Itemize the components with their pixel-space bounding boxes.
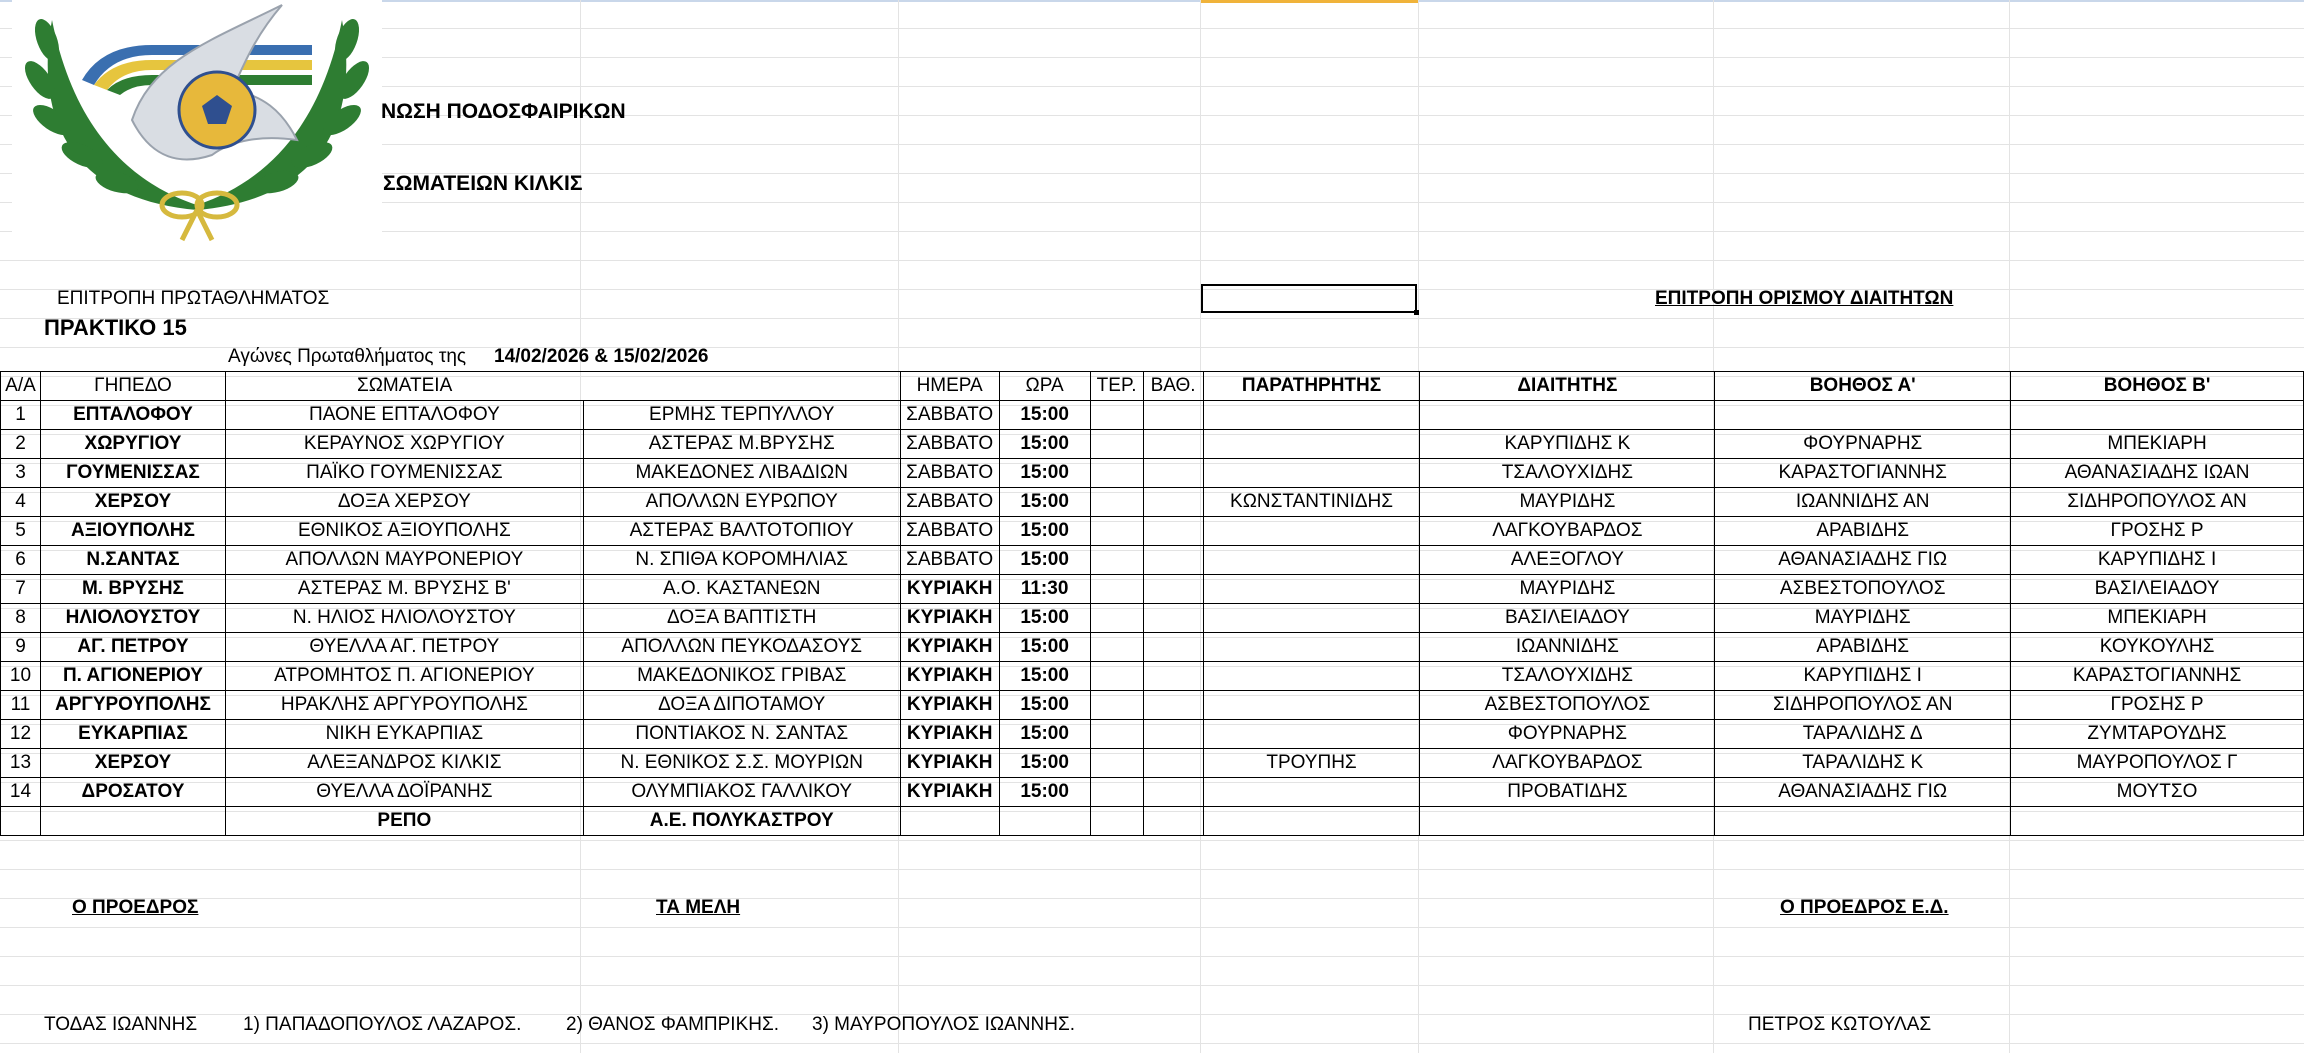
table-row bbox=[1, 459, 2304, 488]
table-cell[interactable] bbox=[40, 807, 225, 836]
table-cell[interactable]: ΚΥΡΙΑΚΗ bbox=[900, 604, 999, 633]
table-cell[interactable]: ΑΡΓΥΡΟΥΠΟΛΗΣ bbox=[40, 691, 225, 720]
table-cell[interactable]: 15:00 bbox=[999, 749, 1090, 778]
table-cell[interactable]: ΜΑΥΡΙΔΗΣ bbox=[1420, 575, 1715, 604]
table-cell[interactable]: ΑΣΒΕΣΤΟΠΟΥΛΟΣ bbox=[1715, 575, 2011, 604]
table-cell[interactable] bbox=[1143, 488, 1203, 517]
table-cell[interactable]: 12 bbox=[1, 720, 41, 749]
table-cell[interactable]: ΤΣΑΛΟΥΧΙΔΗΣ bbox=[1420, 459, 1715, 488]
table-cell[interactable]: Μ. ΒΡΥΣΗΣ bbox=[40, 575, 225, 604]
table-cell[interactable] bbox=[1090, 517, 1143, 546]
table-cell[interactable]: ΑΛΕΞΑΝΔΡΟΣ ΚΙΛΚΙΣ bbox=[225, 749, 583, 778]
table-cell[interactable]: ΘΥΕΛΛΑ ΑΓ. ΠΕΤΡΟΥ bbox=[225, 633, 583, 662]
table-cell[interactable]: ΣΑΒΒΑΤΟ bbox=[900, 546, 999, 575]
table-cell[interactable]: Ν. ΕΘΝΙΚΟΣ Σ.Σ. ΜΟΥΡΙΩΝ bbox=[583, 749, 900, 778]
selected-cell[interactable] bbox=[1201, 284, 1417, 313]
table-cell[interactable]: ΚΥΡΙΑΚΗ bbox=[900, 575, 999, 604]
table-cell[interactable]: 6 bbox=[1, 546, 41, 575]
table-cell[interactable]: ΑΣΒΕΣΤΟΠΟΥΛΟΣ bbox=[1420, 691, 1715, 720]
table-cell[interactable] bbox=[2011, 401, 2304, 430]
table-cell[interactable]: ΣΙΔΗΡΟΠΟΥΛΟΣ ΑΝ bbox=[2011, 488, 2304, 517]
repo-label[interactable]: ΡΕΠΟ bbox=[225, 807, 583, 836]
column-header[interactable]: ΔΙΑΙΤΗΤΗΣ bbox=[1420, 372, 1715, 401]
table-cell[interactable] bbox=[1090, 488, 1143, 517]
table-cell[interactable]: ΓΡΟΣΗΣ Ρ bbox=[2011, 691, 2304, 720]
table-cell[interactable]: ΚΥΡΙΑΚΗ bbox=[900, 691, 999, 720]
table-cell[interactable]: ΦΟΥΡΝΑΡΗΣ bbox=[1420, 720, 1715, 749]
table-cell[interactable] bbox=[1143, 749, 1203, 778]
table-cell[interactable]: ΚΥΡΙΑΚΗ bbox=[900, 662, 999, 691]
member-1: 1) ΠΑΠΑΔΟΠΟΥΛΟΣ ΛΑΖΑΡΟΣ. bbox=[243, 1014, 522, 1035]
table-row bbox=[1, 575, 2304, 604]
table-row bbox=[1, 488, 2304, 517]
table-cell[interactable]: ΣΑΒΒΑΤΟ bbox=[900, 430, 999, 459]
table-cell[interactable] bbox=[1090, 633, 1143, 662]
table-cell[interactable]: 15:00 bbox=[999, 430, 1090, 459]
table-cell[interactable]: ΤΡΟΥΠΗΣ bbox=[1203, 749, 1420, 778]
table-cell[interactable]: ΗΛΙΟΛΟΥΣΤΟΥ bbox=[40, 604, 225, 633]
table-cell[interactable] bbox=[1143, 807, 1203, 836]
table-row bbox=[1, 430, 2304, 459]
table-cell[interactable] bbox=[1, 807, 41, 836]
column-header[interactable]: ΓΗΠΕΔΟ bbox=[40, 372, 225, 401]
table-cell[interactable]: 11:30 bbox=[999, 575, 1090, 604]
table-cell[interactable]: ΑΡΑΒΙΔΗΣ bbox=[1715, 633, 2011, 662]
table-row bbox=[1, 691, 2304, 720]
table-cell[interactable]: ΕΘΝΙΚΟΣ ΑΞΙΟΥΠΟΛΗΣ bbox=[225, 517, 583, 546]
table-row bbox=[1, 778, 2304, 807]
table-cell[interactable]: ΜΑΥΡΙΔΗΣ bbox=[1420, 488, 1715, 517]
table-cell[interactable]: 11 bbox=[1, 691, 41, 720]
table-cell[interactable]: ΑΠΟΛΛΩΝ ΕΥΡΩΠΟΥ bbox=[583, 488, 900, 517]
table-cell[interactable]: ΖΥΜΤΑΡΟΥΔΗΣ bbox=[2011, 720, 2304, 749]
table-cell[interactable] bbox=[1715, 807, 2011, 836]
table-cell[interactable] bbox=[1420, 401, 1715, 430]
table-cell[interactable]: Ν. ΣΠΙΘΑ ΚΟΡΟΜΗΛΙΑΣ bbox=[583, 546, 900, 575]
table-cell[interactable]: ΣΑΒΒΑΤΟ bbox=[900, 517, 999, 546]
table-cell[interactable]: 10 bbox=[1, 662, 41, 691]
table-cell[interactable] bbox=[1090, 604, 1143, 633]
column-header[interactable]: ΣΩΜΑΤΕΙΑ bbox=[225, 372, 583, 401]
table-cell[interactable]: ΚΑΡΑΣΤΟΓΙΑΝΝΗΣ bbox=[2011, 662, 2304, 691]
table-cell[interactable] bbox=[1090, 720, 1143, 749]
table-cell[interactable] bbox=[1090, 807, 1143, 836]
table-cell[interactable]: ΣΑΒΒΑΤΟ bbox=[900, 459, 999, 488]
table-cell[interactable]: ΠΑΪΚΟ ΓΟΥΜΕΝΙΣΣΑΣ bbox=[225, 459, 583, 488]
championship-committee-label: ΕΠΙΤΡΟΠΗ ΠΡΩΤΑΘΛΗΜΑΤΟΣ bbox=[57, 288, 330, 309]
table-cell[interactable]: ΙΩΑΝΝΙΔΗΣ bbox=[1420, 633, 1715, 662]
table-cell[interactable]: ΜΠΕΚΙΑΡΗ bbox=[2011, 604, 2304, 633]
table-cell[interactable]: ΔΟΞΑ ΔΙΠΟΤΑΜΟΥ bbox=[583, 691, 900, 720]
table-cell[interactable]: ΒΑΣΙΛΕΙΑΔΟΥ bbox=[2011, 575, 2304, 604]
member-3: 3) ΜΑΥΡΟΠΟΥΛΟΣ ΙΩΑΝΝΗΣ. bbox=[812, 1014, 1075, 1035]
repo-row bbox=[1, 807, 2304, 836]
table-cell[interactable]: 5 bbox=[1, 517, 41, 546]
table-cell[interactable]: ΑΠΟΛΛΩΝ ΜΑΥΡΟΝΕΡΙΟΥ bbox=[225, 546, 583, 575]
table-cell[interactable]: ΚΕΡΑΥΝΟΣ ΧΩΡΥΓΙΟΥ bbox=[225, 430, 583, 459]
table-cell[interactable] bbox=[1090, 778, 1143, 807]
table-cell[interactable] bbox=[1143, 662, 1203, 691]
table-cell[interactable]: 15:00 bbox=[999, 459, 1090, 488]
matches-prefix: Αγώνες Πρωταθλήματος της bbox=[228, 346, 467, 367]
table-cell[interactable]: ΜΑΚΕΔΟΝΙΚΟΣ ΓΡΙΒΑΣ bbox=[583, 662, 900, 691]
table-cell[interactable]: ΑΠΟΛΛΩΝ ΠΕΥΚΟΔΑΣΟΥΣ bbox=[583, 633, 900, 662]
table-cell[interactable] bbox=[1143, 604, 1203, 633]
table-cell[interactable]: ΚΥΡΙΑΚΗ bbox=[900, 778, 999, 807]
table-cell[interactable] bbox=[1143, 430, 1203, 459]
table-cell[interactable]: ΑΘΑΝΑΣΙΑΔΗΣ ΙΩΑΝ bbox=[2011, 459, 2304, 488]
column-header[interactable]: ΒΟΗΘΟΣ Β' bbox=[2011, 372, 2304, 401]
table-cell[interactable] bbox=[1203, 575, 1420, 604]
table-cell[interactable]: ΑΛΕΞΟΓΛΟΥ bbox=[1420, 546, 1715, 575]
table-cell[interactable] bbox=[1203, 778, 1420, 807]
members-title: ΤΑ ΜΕΛΗ bbox=[656, 897, 741, 918]
table-header-row bbox=[1, 372, 2304, 401]
ed-president-name: ΠΕΤΡΟΣ ΚΩΤΟΥΛΑΣ bbox=[1748, 1014, 1932, 1035]
table-cell[interactable]: 15:00 bbox=[999, 517, 1090, 546]
table-cell[interactable]: ΜΑΥΡΟΠΟΥΛΟΣ Γ bbox=[2011, 749, 2304, 778]
table-cell[interactable]: ΑΣΤΕΡΑΣ Μ. ΒΡΥΣΗΣ Β' bbox=[225, 575, 583, 604]
table-cell[interactable]: 15:00 bbox=[999, 604, 1090, 633]
table-cell[interactable] bbox=[1143, 546, 1203, 575]
table-cell[interactable]: 4 bbox=[1, 488, 41, 517]
table-cell[interactable]: ΘΥΕΛΛΑ ΔΟΪΡΑΝΗΣ bbox=[225, 778, 583, 807]
table-cell[interactable] bbox=[999, 807, 1090, 836]
table-cell[interactable]: 15:00 bbox=[999, 546, 1090, 575]
table-cell[interactable]: ΓΟΥΜΕΝΙΣΣΑΣ bbox=[40, 459, 225, 488]
table-cell[interactable] bbox=[1143, 720, 1203, 749]
table-cell[interactable]: Α.Ο. ΚΑΣΤΑΝΕΩΝ bbox=[583, 575, 900, 604]
table-cell[interactable]: 15:00 bbox=[999, 488, 1090, 517]
president-name: ΤΟΔΑΣ ΙΩΑΝΝΗΣ bbox=[44, 1014, 198, 1035]
table-cell[interactable]: 15:00 bbox=[999, 633, 1090, 662]
table-cell[interactable]: ΣΙΔΗΡΟΠΟΥΛΟΣ ΑΝ bbox=[1715, 691, 2011, 720]
table-cell[interactable]: ΠΑΟΝΕ ΕΠΤΑΛΟΦΟΥ bbox=[225, 401, 583, 430]
table-cell[interactable] bbox=[900, 807, 999, 836]
table-cell[interactable]: ΓΡΟΣΗΣ Ρ bbox=[2011, 517, 2304, 546]
table-row bbox=[1, 720, 2304, 749]
table-cell[interactable]: ΔΟΞΑ ΧΕΡΣΟΥ bbox=[225, 488, 583, 517]
table-cell[interactable]: 7 bbox=[1, 575, 41, 604]
table-cell[interactable]: ΒΑΣΙΛΕΙΑΔΟΥ bbox=[1420, 604, 1715, 633]
union-title-line1: ΝΩΣΗ ΠΟΔΟΣΦΑΙΡΙΚΩΝ bbox=[381, 100, 626, 123]
table-cell[interactable]: ΧΕΡΣΟΥ bbox=[40, 488, 225, 517]
table-cell[interactable] bbox=[1090, 662, 1143, 691]
table-cell[interactable] bbox=[1143, 517, 1203, 546]
table-cell[interactable] bbox=[1090, 691, 1143, 720]
president-title: Ο ΠΡΟΕΔΡΟΣ bbox=[72, 897, 199, 918]
table-cell[interactable]: ΑΡΑΒΙΔΗΣ bbox=[1715, 517, 2011, 546]
union-title-line2: ΣΩΜΑΤΕΙΩΝ ΚΙΛΚΙΣ bbox=[383, 172, 583, 195]
table-cell[interactable]: ΤΣΑΛΟΥΧΙΔΗΣ bbox=[1420, 662, 1715, 691]
selected-column-indicator bbox=[1201, 0, 1419, 3]
table-cell[interactable] bbox=[1203, 807, 1420, 836]
ed-president-title: Ο ΠΡΟΕΔΡΟΣ Ε.Δ. bbox=[1780, 897, 1949, 918]
table-cell[interactable] bbox=[1090, 749, 1143, 778]
table-cell[interactable]: ΤΑΡΑΛΙΔΗΣ Δ bbox=[1715, 720, 2011, 749]
table-cell[interactable]: ΚΥΡΙΑΚΗ bbox=[900, 633, 999, 662]
table-row bbox=[1, 662, 2304, 691]
table-cell[interactable]: ΑΘΑΝΑΣΙΑΔΗΣ ΓΙΩ bbox=[1715, 546, 2011, 575]
table-cell[interactable]: 3 bbox=[1, 459, 41, 488]
table-cell[interactable] bbox=[1203, 517, 1420, 546]
table-cell[interactable]: ΜΑΚΕΔΟΝΕΣ ΛΙΒΑΔΙΩΝ bbox=[583, 459, 900, 488]
table-cell[interactable]: ΜΑΥΡΙΔΗΣ bbox=[1715, 604, 2011, 633]
table-cell[interactable] bbox=[1203, 691, 1420, 720]
table-cell[interactable]: ΛΑΓΚΟΥΒΑΡΔΟΣ bbox=[1420, 749, 1715, 778]
table-cell[interactable]: ΑΣΤΕΡΑΣ Μ.ΒΡΥΣΗΣ bbox=[583, 430, 900, 459]
table-cell[interactable]: ΟΛΥΜΠΙΑΚΟΣ ΓΑΛΛΙΚΟΥ bbox=[583, 778, 900, 807]
table-cell[interactable]: ΚΑΡΥΠΙΔΗΣ Ι bbox=[2011, 546, 2304, 575]
table-cell[interactable]: ΑΘΑΝΑΣΙΑΔΗΣ ΓΙΩ bbox=[1715, 778, 2011, 807]
table-cell[interactable] bbox=[1090, 401, 1143, 430]
table-row bbox=[1, 633, 2304, 662]
table-cell[interactable]: 15:00 bbox=[999, 778, 1090, 807]
table-cell[interactable] bbox=[1090, 575, 1143, 604]
table-cell[interactable] bbox=[1203, 720, 1420, 749]
table-cell[interactable] bbox=[2011, 807, 2304, 836]
table-cell[interactable]: 15:00 bbox=[999, 401, 1090, 430]
table-cell[interactable]: ΜΟΥΤΣΟ bbox=[2011, 778, 2304, 807]
table-cell[interactable] bbox=[1203, 604, 1420, 633]
table-cell[interactable] bbox=[1143, 691, 1203, 720]
table-cell[interactable] bbox=[1203, 633, 1420, 662]
table-cell[interactable]: ΗΡΑΚΛΗΣ ΑΡΓΥΡΟΥΠΟΛΗΣ bbox=[225, 691, 583, 720]
column-header[interactable]: ΒΟΗΘΟΣ Α' bbox=[1715, 372, 2011, 401]
table-cell[interactable]: ΠΡΟΒΑΤΙΔΗΣ bbox=[1420, 778, 1715, 807]
table-cell[interactable]: ΔΟΞΑ ΒΑΠΤΙΣΤΗ bbox=[583, 604, 900, 633]
table-cell[interactable]: ΦΟΥΡΝΑΡΗΣ bbox=[1715, 430, 2011, 459]
table-row bbox=[1, 749, 2304, 778]
table-cell[interactable]: ΤΑΡΑΛΙΔΗΣ Κ bbox=[1715, 749, 2011, 778]
fixtures-table-body bbox=[1, 372, 2304, 836]
table-cell[interactable] bbox=[1715, 401, 2011, 430]
table-cell[interactable]: 15:00 bbox=[999, 691, 1090, 720]
table-cell[interactable]: ΝΙΚΗ ΕΥΚΑΡΠΙΑΣ bbox=[225, 720, 583, 749]
table-cell[interactable] bbox=[1143, 778, 1203, 807]
column-header[interactable]: ΒΑΘ. bbox=[1143, 372, 1203, 401]
table-cell[interactable]: ΧΕΡΣΟΥ bbox=[40, 749, 225, 778]
column-header[interactable]: ΠΑΡΑΤΗΡΗΤΗΣ bbox=[1203, 372, 1420, 401]
table-cell[interactable] bbox=[1420, 807, 1715, 836]
column-header[interactable]: ΤΕΡ. bbox=[1090, 372, 1143, 401]
fixtures-table bbox=[0, 371, 2304, 836]
table-cell[interactable] bbox=[1143, 633, 1203, 662]
table-cell[interactable]: ΚΑΡΥΠΙΔΗΣ Ι bbox=[1715, 662, 2011, 691]
table-cell[interactable] bbox=[1143, 575, 1203, 604]
table-cell[interactable]: ΚΩΝΣΤΑΝΤΙΝΙΔΗΣ bbox=[1203, 488, 1420, 517]
table-cell[interactable] bbox=[1203, 662, 1420, 691]
table-row bbox=[1, 604, 2304, 633]
table-cell[interactable] bbox=[1203, 401, 1420, 430]
table-cell[interactable]: ΔΡΟΣΑΤΟΥ bbox=[40, 778, 225, 807]
referee-committee-label: ΕΠΙΤΡΟΠΗ ΟΡΙΣΜΟΥ ΔΙΑΙΤΗΤΩΝ bbox=[1655, 288, 1954, 309]
table-cell[interactable]: Ν.ΣΑΝΤΑΣ bbox=[40, 546, 225, 575]
table-cell[interactable]: ΠΟΝΤΙΑΚΟΣ Ν. ΣΑΝΤΑΣ bbox=[583, 720, 900, 749]
table-cell[interactable]: 14 bbox=[1, 778, 41, 807]
table-cell[interactable]: ΕΡΜΗΣ ΤΕΡΠΥΛΛΟΥ bbox=[583, 401, 900, 430]
table-cell[interactable] bbox=[1090, 430, 1143, 459]
table-cell[interactable]: ΧΩΡΥΓΙΟΥ bbox=[40, 430, 225, 459]
table-cell[interactable]: Π. ΑΓΙΟΝΕΡΙΟΥ bbox=[40, 662, 225, 691]
member-2: 2) ΘΑΝΟΣ ΦΑΜΠΡΙΚΗΣ. bbox=[566, 1014, 780, 1035]
table-cell[interactable] bbox=[1203, 459, 1420, 488]
table-cell[interactable]: 8 bbox=[1, 604, 41, 633]
table-cell[interactable]: ΑΤΡΟΜΗΤΟΣ Π. ΑΓΙΟΝΕΡΙΟΥ bbox=[225, 662, 583, 691]
table-cell[interactable]: ΚΟΥΚΟΥΛΗΣ bbox=[2011, 633, 2304, 662]
table-cell[interactable]: 13 bbox=[1, 749, 41, 778]
repo-team[interactable]: Α.Ε. ΠΟΛΥΚΑΣΤΡΟΥ bbox=[583, 807, 900, 836]
table-cell[interactable]: Ν. ΗΛΙΟΣ ΗΛΙΟΛΟΥΣΤΟΥ bbox=[225, 604, 583, 633]
table-cell[interactable] bbox=[1143, 459, 1203, 488]
table-cell[interactable]: ΛΑΓΚΟΥΒΑΡΔΟΣ bbox=[1420, 517, 1715, 546]
table-cell[interactable]: ΑΣΤΕΡΑΣ ΒΑΛΤΟΤΟΠΙΟΥ bbox=[583, 517, 900, 546]
table-cell[interactable] bbox=[1143, 401, 1203, 430]
table-cell[interactable]: 1 bbox=[1, 401, 41, 430]
table-cell[interactable]: ΣΑΒΒΑΤΟ bbox=[900, 401, 999, 430]
table-row bbox=[1, 546, 2304, 575]
union-logo bbox=[12, 0, 382, 245]
column-header[interactable]: Α/Α bbox=[1, 372, 41, 401]
table-cell[interactable] bbox=[1203, 546, 1420, 575]
table-cell[interactable] bbox=[1090, 546, 1143, 575]
record-number: ΠΡΑΚΤΙΚΟ 15 bbox=[44, 315, 187, 340]
table-cell[interactable] bbox=[1090, 459, 1143, 488]
column-header[interactable]: ΩΡΑ bbox=[999, 372, 1090, 401]
table-cell[interactable] bbox=[1203, 430, 1420, 459]
table-cell[interactable]: ΑΞΙΟΥΠΟΛΗΣ bbox=[40, 517, 225, 546]
column-header[interactable] bbox=[583, 372, 900, 401]
table-cell[interactable]: ΙΩΑΝΝΙΔΗΣ ΑΝ bbox=[1715, 488, 2011, 517]
table-cell[interactable]: 2 bbox=[1, 430, 41, 459]
table-row bbox=[1, 401, 2304, 430]
table-cell[interactable]: ΚΑΡΑΣΤΟΓΙΑΝΝΗΣ bbox=[1715, 459, 2011, 488]
table-cell[interactable]: 15:00 bbox=[999, 662, 1090, 691]
table-cell[interactable]: 9 bbox=[1, 633, 41, 662]
table-row bbox=[1, 517, 2304, 546]
table-cell[interactable]: ΣΑΒΒΑΤΟ bbox=[900, 488, 999, 517]
table-cell[interactable]: ΚΥΡΙΑΚΗ bbox=[900, 720, 999, 749]
table-cell[interactable]: ΑΓ. ΠΕΤΡΟΥ bbox=[40, 633, 225, 662]
column-header[interactable]: ΗΜΕΡΑ bbox=[900, 372, 999, 401]
table-cell[interactable]: ΚΥΡΙΑΚΗ bbox=[900, 749, 999, 778]
table-cell[interactable]: ΕΥΚΑΡΠΙΑΣ bbox=[40, 720, 225, 749]
table-cell[interactable]: 15:00 bbox=[999, 720, 1090, 749]
table-cell[interactable]: ΚΑΡΥΠΙΔΗΣ Κ bbox=[1420, 430, 1715, 459]
table-cell[interactable]: ΜΠΕΚΙΑΡΗ bbox=[2011, 430, 2304, 459]
table-cell[interactable]: ΕΠΤΑΛΟΦΟΥ bbox=[40, 401, 225, 430]
matches-dates: 14/02/2026 & 15/02/2026 bbox=[494, 346, 709, 367]
